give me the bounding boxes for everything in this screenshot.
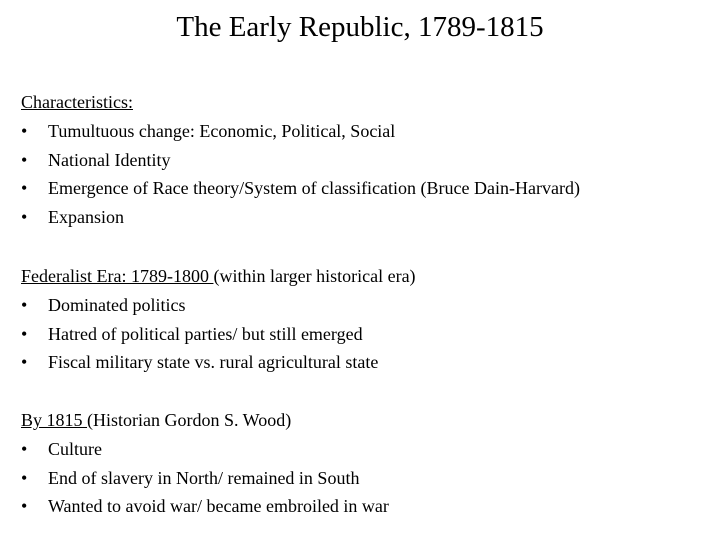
list-item	[21, 146, 711, 175]
bullet-icon: •	[21, 352, 28, 373]
list-item-text: Fiscal military state vs. rural agricultural state	[48, 352, 379, 373]
list-item	[21, 492, 711, 521]
bullet-icon: •	[21, 438, 28, 459]
list-item-text: Tumultuous change: Economic, Political, Social	[48, 120, 396, 141]
bullet-icon: •	[21, 149, 28, 170]
section-heading-note: (within larger historical era)	[213, 266, 416, 286]
section-by-1815	[21, 406, 711, 521]
bullet-icon: •	[21, 178, 28, 199]
list-item	[21, 435, 711, 464]
list-item-text: Hatred of political parties/ but still emerged	[48, 323, 363, 344]
list-item-text: Expansion	[48, 207, 124, 228]
section-heading-label: By 1815	[21, 410, 88, 430]
list-item-text: Wanted to avoid war/ became embroiled in war	[48, 496, 389, 517]
list-item	[21, 320, 711, 349]
section-heading-label: Federalist Era: 1789-1800	[21, 266, 214, 286]
bullet-icon: •	[21, 467, 28, 488]
slide-title: The Early Republic, 1789-1815	[176, 11, 544, 43]
bullet-icon: •	[21, 120, 28, 141]
section-heading-label: Characteristics:	[21, 92, 133, 112]
bullet-icon: •	[21, 207, 28, 228]
list-item-text: National Identity	[48, 149, 171, 170]
list-item-text: Culture	[48, 438, 102, 459]
list-item	[21, 117, 711, 146]
bullet-icon: •	[21, 323, 28, 344]
section-heading	[21, 88, 711, 117]
list-item-text: Dominated politics	[48, 294, 186, 315]
section-heading-note: (Historian Gordon S. Wood)	[87, 410, 292, 430]
list-item	[21, 464, 711, 493]
section-federalist-era	[21, 262, 711, 377]
list-item	[21, 174, 711, 203]
section-heading	[21, 406, 711, 435]
section-characteristics	[21, 88, 711, 232]
bullet-icon: •	[21, 294, 28, 315]
list-item-text: End of slavery in North/ remained in South	[48, 467, 360, 488]
list-item-text: Emergence of Race theory/System of classification (Bruce Dain-Harvard)	[48, 178, 580, 199]
list-item	[21, 291, 711, 320]
section-heading	[21, 262, 711, 291]
list-item	[21, 348, 711, 377]
bullet-icon: •	[21, 496, 28, 517]
list-item	[21, 203, 711, 232]
